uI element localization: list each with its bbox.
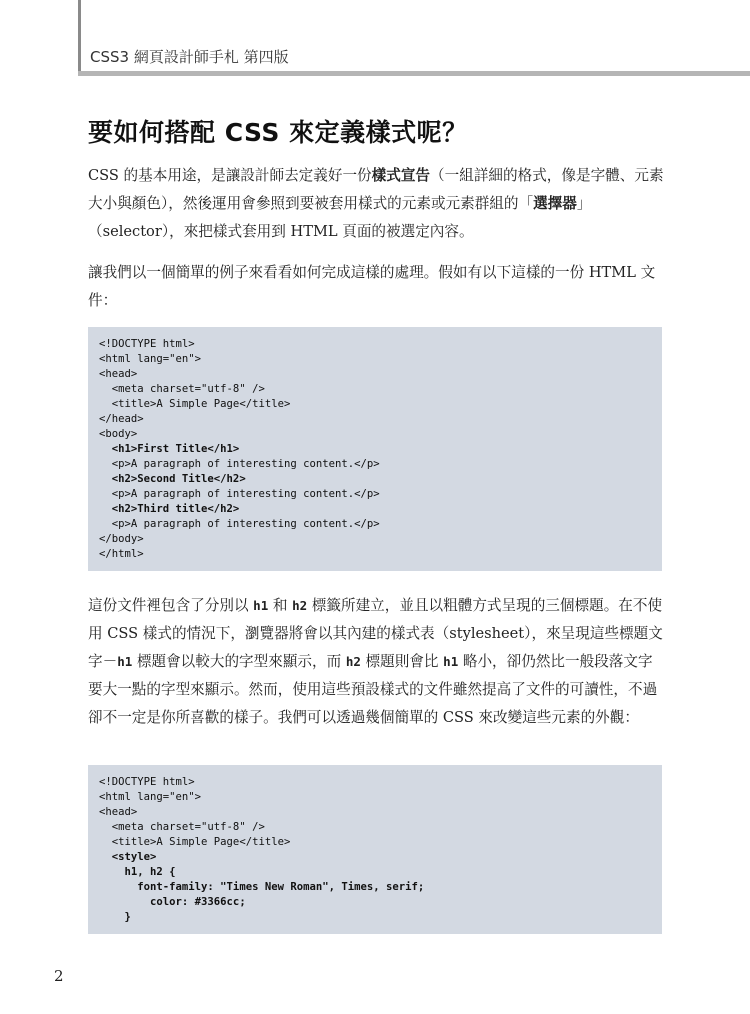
code-line: </head> — [99, 413, 144, 425]
code-listing — [99, 775, 652, 925]
code-line: <head> — [99, 368, 138, 380]
text-span: CSS 的基本用途，是讓設計師去定義好一份 — [88, 167, 372, 184]
code-line: <p>A paragraph of interesting content.</p> — [99, 458, 380, 470]
code-line: <!DOCTYPE html> — [99, 776, 195, 788]
section-heading: 要如何搭配 CSS 來定義樣式呢？ — [88, 118, 468, 147]
code-line: font-family: "Times New Roman", Times, serif; — [99, 881, 425, 893]
text-span: 標題會以較大的字型來顯示，而 — [132, 653, 346, 670]
code-line: <!DOCTYPE html> — [99, 338, 195, 350]
paragraph-example-intro: 讓我們以一個簡單的例子來看看如何完成這樣的處理。假如有以下這樣的一份 HTML 文件： — [88, 264, 656, 309]
inline-code-h2: h2 — [345, 654, 361, 669]
text-span: 」（selector），來把樣式套用到 HTML 頁面的被選定內容。 — [88, 195, 592, 240]
code-line: color: #3366cc; — [99, 896, 246, 908]
code-line: <p>A paragraph of interesting content.</p> — [99, 488, 380, 500]
code-line: <p>A paragraph of interesting content.</p> — [99, 518, 380, 530]
code-line: </html> — [99, 548, 144, 560]
code-line: <head> — [99, 806, 138, 818]
code-line: h1, h2 { — [99, 866, 176, 878]
header-horizontal-rule — [78, 71, 750, 76]
paragraph-explanation — [88, 592, 664, 732]
text-span: （一組詳細的格式，像是字體、元素大小與顏色），然後運用會參照到要被套用樣式的元素或元素群組的「 — [88, 167, 664, 212]
bold-term-style-declaration: 樣式宣告 — [371, 167, 431, 184]
code-block-html-with-css — [88, 765, 662, 934]
code-line: } — [99, 911, 131, 923]
code-line: <title>A Simple Page</title> — [99, 398, 291, 410]
inline-code-h1: h1 — [253, 598, 269, 613]
paragraph-intro — [88, 162, 664, 246]
code-line: <title>A Simple Page</title> — [99, 836, 291, 848]
inline-code-h2: h2 — [292, 598, 308, 613]
running-header-book-title: CSS3 網頁設計師手札 第四版 — [90, 48, 289, 66]
code-line: <h1>First Title</h1> — [99, 443, 240, 455]
code-line: <meta charset="utf-8" /> — [99, 821, 265, 833]
code-listing — [99, 337, 652, 562]
code-line: <html lang="en"> — [99, 353, 202, 365]
text-span: 略小，卻仍然比一般段落文字要大一點的字型來顯示。然而，使用這些預設樣式的文件雖然提高了文件的可讀性，不過卻不一定是你所喜歡的樣子。我們可以透過幾個簡單的 CSS 來改變這些元素的外觀： — [88, 653, 658, 726]
code-line: <meta charset="utf-8" /> — [99, 383, 265, 395]
text-span: 標籤所建立，並且以粗體方式呈現的三個標題。在不使用 CSS 樣式的情況下，瀏覽器將會以其內建的樣式表（stylesheet），來呈現這些標題文字－ — [88, 597, 663, 670]
text-span: 和 — [268, 597, 293, 614]
inline-code-h1: h1 — [117, 654, 133, 669]
code-line: </body> — [99, 533, 144, 545]
code-line: <style> — [99, 851, 157, 863]
code-line: <html lang="en"> — [99, 791, 202, 803]
bold-term-selector: 選擇器 — [533, 195, 577, 212]
code-line: <h2>Third title</h2> — [99, 503, 240, 515]
text-span: 這份文件裡包含了分別以 — [88, 597, 254, 614]
code-block-html — [88, 327, 662, 571]
text-span: 標題則會比 — [360, 653, 444, 670]
inline-code-h1: h1 — [443, 654, 459, 669]
header-vertical-rule — [78, 0, 81, 76]
code-line: <h2>Second Title</h2> — [99, 473, 246, 485]
code-line: <body> — [99, 428, 138, 440]
page-number: 2 — [54, 967, 64, 985]
